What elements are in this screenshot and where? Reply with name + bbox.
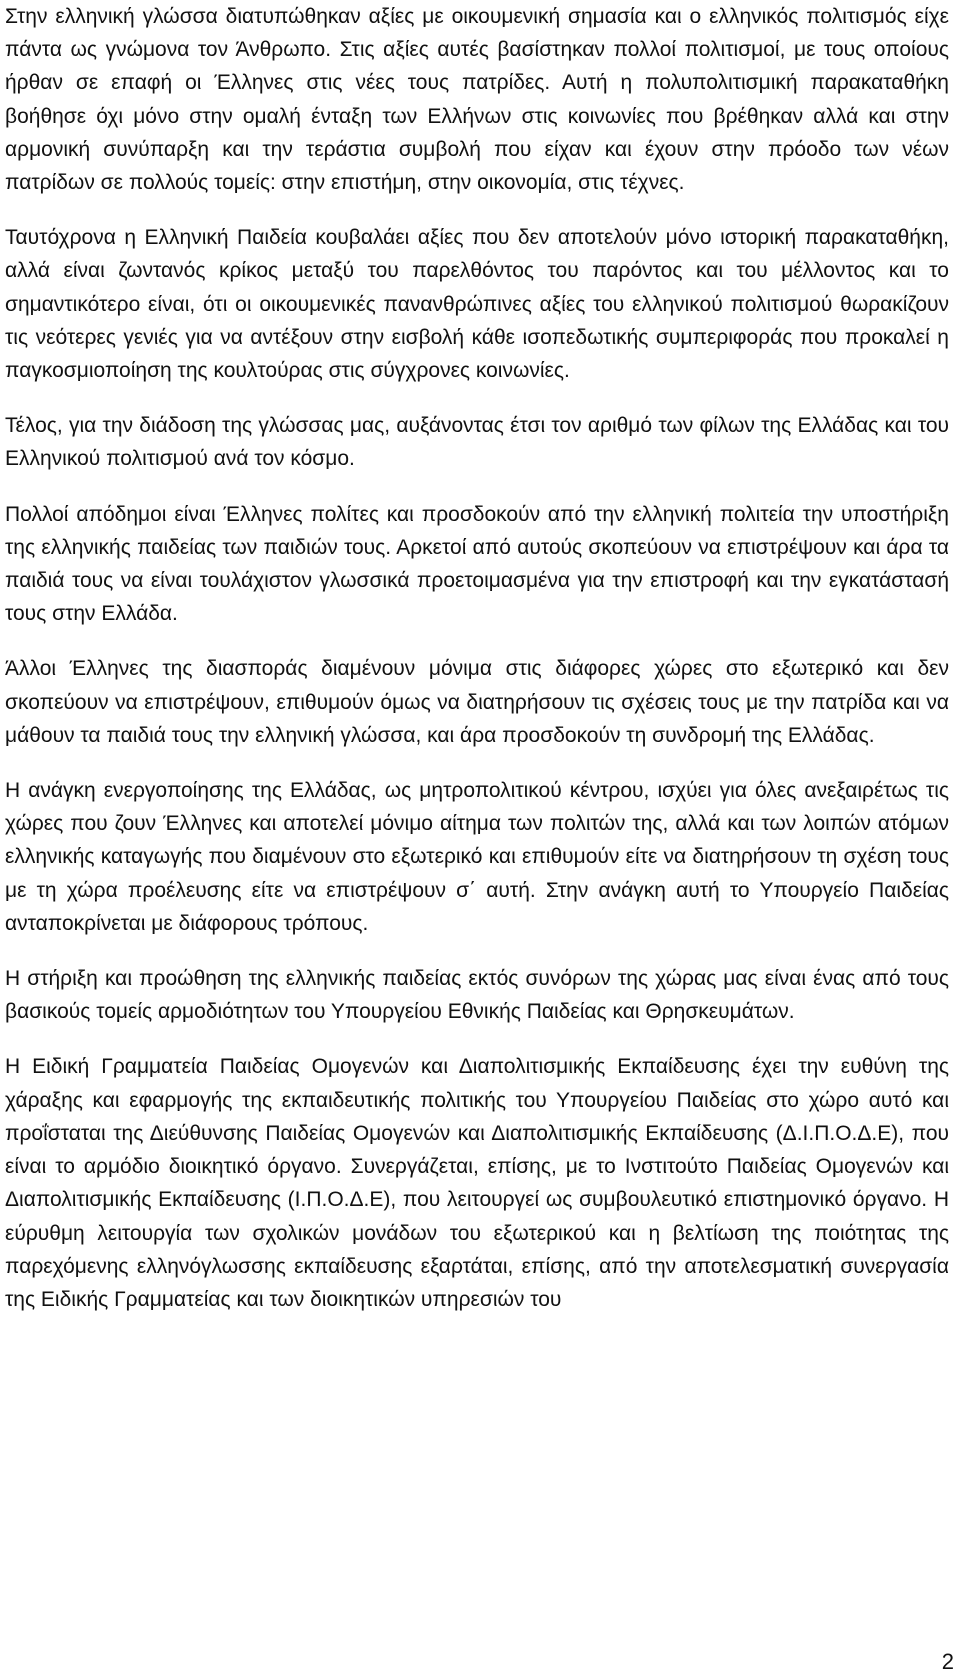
paragraph-1: Στην ελληνική γλώσσα διατυπώθηκαν αξίες με οικουμενική σημασία και ο ελληνικός πολιτισμός είχε πάντα ως γνώμονα τον Άνθρωπο. Στις αξίες αυτές βασίστηκαν πολλοί πολιτισμοί, με τους οποίους ήρθαν σε επαφή οι Έλληνες στις νέες τους πατρίδες. Αυτή η πολυπολιτισμική παρακαταθήκη βοήθησε όχι μόνο στην ομαλή ένταξη των Ελλήνων στις κοινωνίες που βρέθηκαν αλλά και στην αρμονική συνύπαρξη και την τεράστια συμβολή που είχαν και έχουν στην πρόοδο των νέων πατρίδων σε πολλούς τομείς: στην επιστήμη, στην οικονομία, στις τέχνες. xyxy=(5,5,949,195)
document-page xyxy=(5,0,949,1338)
paragraph-4: Πολλοί απόδημοι είναι Έλληνες πολίτες και προσδοκούν από την ελληνική πολιτεία την υποστήριξη της ελληνικής παιδείας των παιδιών τους. Αρκετοί από αυτούς σκοπεύουν να επιστρέψουν και άρα τα παιδιά τους να είναι τουλάχιστον γλωσσικά προετοιμασμένα για την επιστροφή και την εγκατάστασή τους στην Ελλάδα. xyxy=(5,502,949,626)
paragraph-7: Η στήριξη και προώθηση της ελληνικής παιδείας εκτός συνόρων της χώρας μας είναι ένας από τους βασικούς τομείς αρμοδιότητων του Υπουργείου Εθνικής Παιδείας και Θρησκευμάτων. xyxy=(5,967,949,1024)
paragraph-2: Ταυτόχρονα η Ελληνική Παιδεία κουβαλάει αξίες που δεν αποτελούν μόνο ιστορική παρακαταθήκη, αλλά είναι ζωντανός κρίκος μεταξύ του παρελθόντος του παρόντος και του μέλλοντος και το σημαντικότερο είναι, ότι οι οικουμενικές πανανθρώπινες αξίες του ελληνικού πολιτισμού θωρακίζουν τις νεότερες γενιές για να αντέξουν στην εισβολή κάθε ισοπεδωτικής συμπεριφοράς που προκαλεί η παγκοσμιοποίηση της κουλτούρας στις σύγχρονες κοινωνίες. xyxy=(5,226,949,383)
paragraph-8: Η Ειδική Γραμματεία Παιδείας Ομογενών και Διαπολιτισμικής Εκπαίδευσης έχει την ευθύνη της χάραξης και εφαρμογής της εκπαιδευτικής πολιτικής του Υπουργείου Παιδείας στο χώρο αυτό και προΐσταται της Διεύθυνσης Παιδείας Ομογενών και Διαπολιτισμικής Εκπαίδευσης (Δ.Ι.Π.Ο.Δ.Ε), που είναι το αρμόδιο διοικητικό όργανο. Συνεργάζεται, επίσης, με το Ινστιτούτο Παιδείας Ομογενών και Διαπολιτισμικής Εκπαίδευσης (Ι.Π.Ο.Δ.Ε), που λειτουργεί ως συμβουλευτικό επιστημονικό όργανο. Η εύρυθμη λειτουργία των σχολικών μονάδων του εξωτερικού και η βελτίωση της ποιότητας της παρεχόμενης ελληνόγλωσσης εκπαίδευσης εξαρτάται, επίσης, από την αποτελεσματική συνεργασία της Ειδικής Γραμματείας και των διοικητικών υπηρεσιών του xyxy=(5,1055,949,1311)
paragraph-3: Τέλος, για την διάδοση της γλώσσας μας, αυξάνοντας έτσι τον αριθμό των φίλων της Ελλάδας και του Ελληνικού πολιτισμού ανά τον κόσμο. xyxy=(5,414,949,471)
paragraph-5: Άλλοι Έλληνες της διασποράς διαμένουν μόνιμα στις διάφορες χώρες στο εξωτερικό και δεν σκοπεύουν να επιστρέψουν, επιθυμούν όμως να διατηρήσουν τις σχέσεις τους με την πατρίδα και να μάθουν τα παιδιά τους την ελληνική γλώσσα, και άρα προσδοκούν τη συνδρομή της Ελλάδας. xyxy=(5,657,949,747)
page-number: 2 xyxy=(941,1649,954,1674)
paragraph-6: Η ανάγκη ενεργοποίησης της Ελλάδας, ως μητροπολιτικού κέντρου, ισχύει για όλες ανεξαιρέτως τις χώρες που ζουν Έλληνες και αποτελεί μόνιμο αίτημα των πολιτών της, αλλά και των λοιπών ατόμων ελληνικής καταγωγής που διαμένουν στο εξωτερικό και επιθυμούν είτε να διατηρήσουν τη σχέση τους με τη χώρα προέλευσης είτε να επιστρέψουν σ΄ αυτή. Στην ανάγκη αυτή το Υπουργείο Παιδείας ανταποκρίνεται με διάφορους τρόπους. xyxy=(5,779,949,935)
